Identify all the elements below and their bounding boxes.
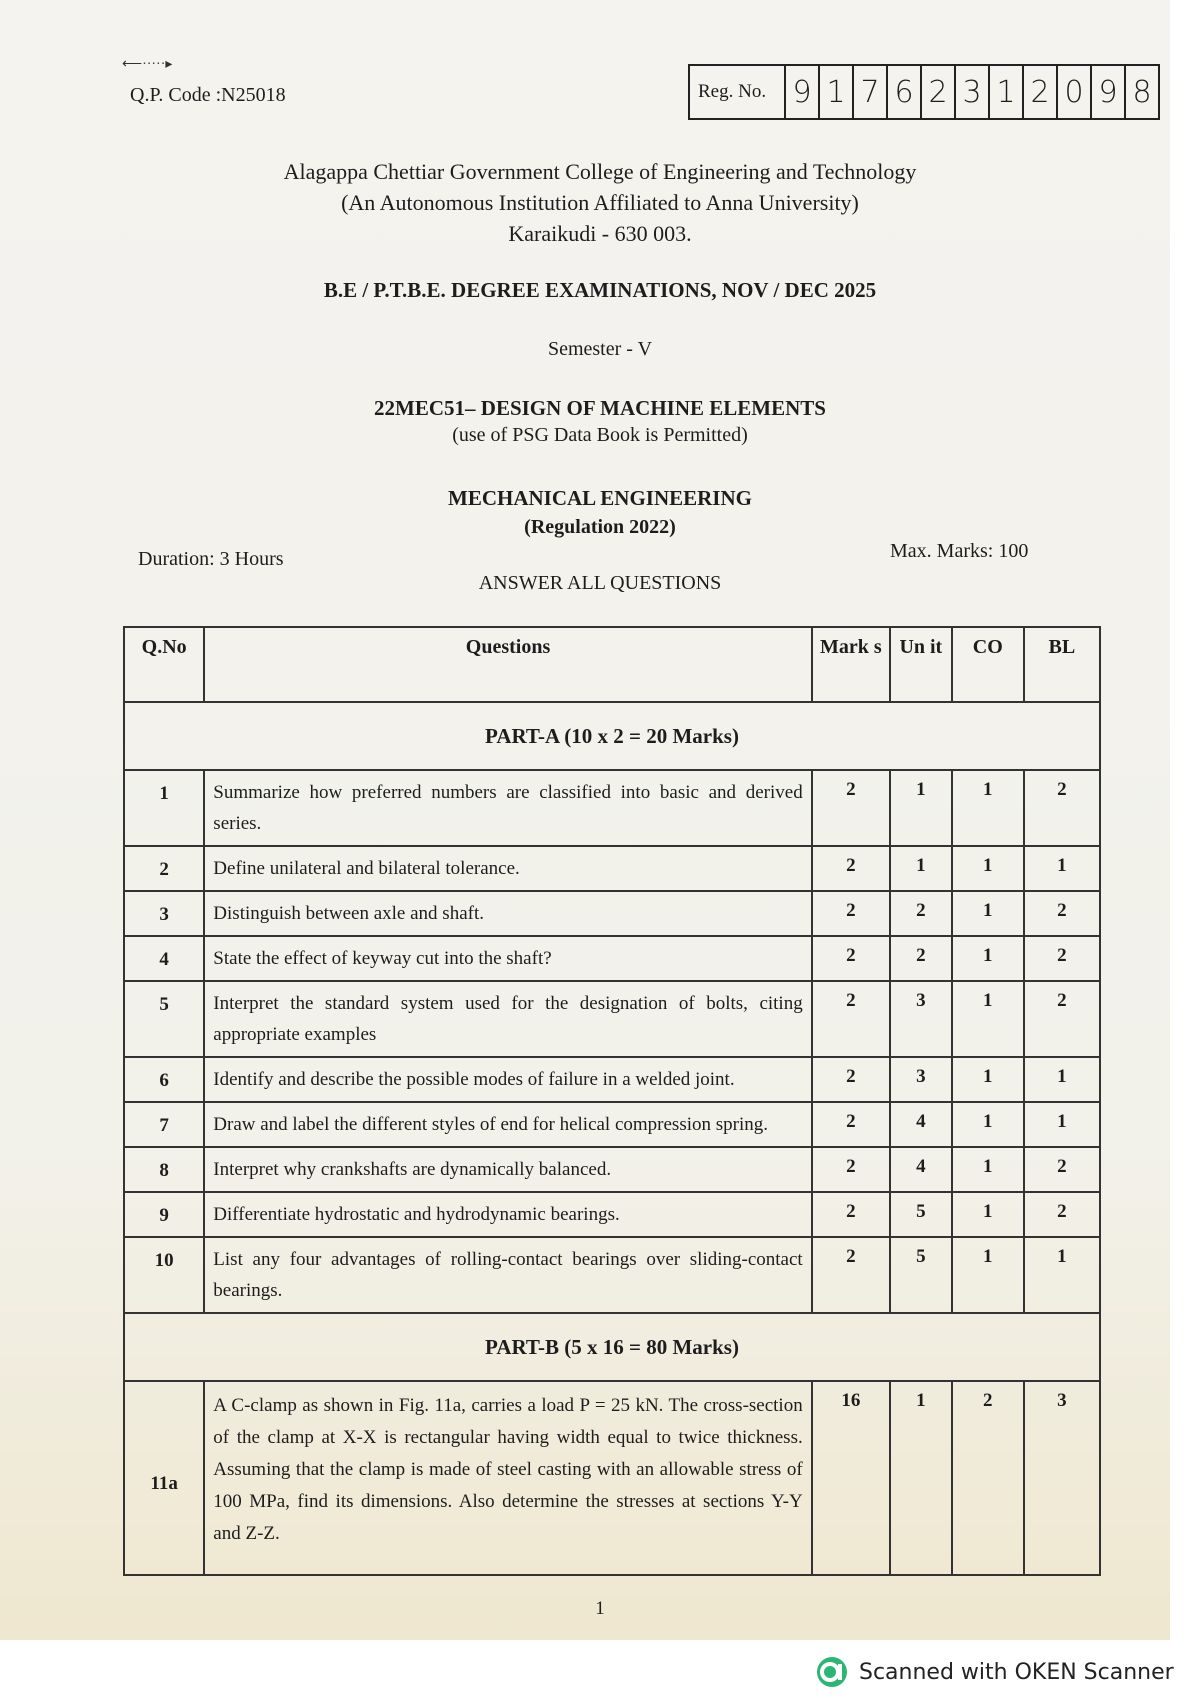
question-unit: 1 [890, 846, 952, 891]
question-row [124, 936, 1100, 981]
question-number: 8 [124, 1147, 204, 1192]
question-bl: 2 [1024, 936, 1100, 981]
oken-scanner-logo-icon [815, 1655, 849, 1689]
question-number: 10 [124, 1237, 204, 1313]
header-bl: BL [1024, 627, 1100, 702]
question-co: 1 [952, 846, 1024, 891]
question-number: 5 [124, 981, 204, 1057]
header-questions: Questions [204, 627, 811, 702]
institution-name: Alagappa Chettiar Government College of Engineering and Technology [283, 159, 917, 184]
reg-label: Reg. No. [689, 65, 785, 119]
question-marks: 2 [812, 936, 890, 981]
part-a-row [124, 702, 1100, 770]
question-bl: 2 [1024, 1192, 1100, 1237]
reg-digit: 2 [921, 65, 955, 119]
question-text: Define unilateral and bilateral tolerance. [204, 846, 811, 891]
question-marks: 2 [812, 1147, 890, 1192]
question-row [124, 891, 1100, 936]
question-marks: 2 [812, 846, 890, 891]
reg-digit: 1 [819, 65, 853, 119]
question-text: Interpret the standard system used for the designation of bolts, citing appropriate examples [204, 981, 811, 1057]
question-text: Interpret why crankshafts are dynamically balanced. [204, 1147, 811, 1192]
question-unit: 4 [890, 1102, 952, 1147]
question-text: A C-clamp as shown in Fig. 11a, carries a load P = 25 kN. The cross-section of the clamp at X-X is rectangular having width equal to twice thickness. Assuming that the clamp is made of steel casting with an allowable stress of 100 MPa, find its dimensions. Also determine the stresses at sections Y-Y and Z-Z. [204, 1381, 811, 1575]
question-marks: 2 [812, 770, 890, 846]
question-unit: 2 [890, 891, 952, 936]
question-co: 1 [952, 770, 1024, 846]
instruction: ANSWER ALL QUESTIONS [478, 572, 722, 594]
question-unit: 4 [890, 1147, 952, 1192]
question-co: 2 [952, 1381, 1024, 1575]
question-text: Distinguish between axle and shaft. [204, 891, 811, 936]
question-text: Identify and describe the possible modes of failure in a welded joint. [204, 1057, 811, 1102]
question-table [123, 626, 1101, 1576]
reg-digit: 7 [853, 65, 887, 119]
course-title: 22MEC51– DESIGN OF MACHINE ELEMENTS [374, 396, 826, 420]
question-row [124, 770, 1100, 846]
question-bl: 2 [1024, 981, 1100, 1057]
question-marks: 2 [812, 981, 890, 1057]
data-book-note: (use of PSG Data Book is Permitted) [452, 424, 748, 446]
question-number: 3 [124, 891, 204, 936]
question-number: 11a [124, 1381, 204, 1575]
question-number: 9 [124, 1192, 204, 1237]
scanner-text: Scanned with OKEN Scanner [859, 1659, 1174, 1685]
question-row [124, 846, 1100, 891]
question-row [124, 1102, 1100, 1147]
reg-digit: 9 [785, 65, 819, 119]
question-number: 2 [124, 846, 204, 891]
question-co: 1 [952, 1147, 1024, 1192]
question-bl: 2 [1024, 891, 1100, 936]
question-marks: 2 [812, 1057, 890, 1102]
page-number: 1 [595, 1598, 605, 1619]
question-bl: 1 [1024, 846, 1100, 891]
reg-digit: 1 [989, 65, 1023, 119]
department: MECHANICAL ENGINEERING [448, 486, 752, 510]
reg-number-box [688, 64, 1160, 120]
question-unit: 2 [890, 936, 952, 981]
question-co: 1 [952, 891, 1024, 936]
header-marks: Mark s [812, 627, 890, 702]
question-unit: 5 [890, 1237, 952, 1313]
question-bl: 3 [1024, 1381, 1100, 1575]
question-row [124, 1147, 1100, 1192]
header-unit: Un it [890, 627, 952, 702]
question-co: 1 [952, 1057, 1024, 1102]
question-marks: 16 [812, 1381, 890, 1575]
regulation: (Regulation 2022) [524, 516, 676, 538]
question-row [124, 1192, 1100, 1237]
question-co: 1 [952, 981, 1024, 1057]
question-unit: 1 [890, 1381, 952, 1575]
question-marks: 2 [812, 1192, 890, 1237]
exam-title: B.E / P.T.B.E. DEGREE EXAMINATIONS, NOV / DEC 2025 [323, 278, 877, 302]
question-text: Differentiate hydrostatic and hydrodynamic bearings. [204, 1192, 811, 1237]
question-co: 1 [952, 1192, 1024, 1237]
question-number: 6 [124, 1057, 204, 1102]
part-a-title: PART-A (10 x 2 = 20 Marks) [124, 702, 1100, 770]
duration: Duration: 3 Hours [138, 548, 284, 570]
question-bl: 2 [1024, 770, 1100, 846]
header-co: CO [952, 627, 1024, 702]
institution-block [0, 156, 1200, 249]
question-co: 1 [952, 936, 1024, 981]
institution-location: Karaikudi - 630 003. [508, 221, 692, 246]
question-row [124, 1237, 1100, 1313]
question-number: 4 [124, 936, 204, 981]
question-bl: 1 [1024, 1102, 1100, 1147]
question-marks: 2 [812, 1237, 890, 1313]
question-row [124, 1381, 1100, 1575]
question-number: 1 [124, 770, 204, 846]
question-row [124, 1057, 1100, 1102]
question-text: Summarize how preferred numbers are classified into basic and derived series. [204, 770, 811, 846]
reg-digit: 0 [1057, 65, 1091, 119]
question-co: 1 [952, 1102, 1024, 1147]
part-b-title: PART-B (5 x 16 = 80 Marks) [124, 1313, 1100, 1381]
question-unit: 5 [890, 1192, 952, 1237]
reg-digit: 2 [1023, 65, 1057, 119]
question-bl: 1 [1024, 1057, 1100, 1102]
institution-affiliation: (An Autonomous Institution Affiliated to Anna University) [341, 190, 859, 215]
question-text: Draw and label the different styles of end for helical compression spring. [204, 1102, 811, 1147]
scanner-watermark [815, 1655, 1174, 1689]
question-co: 1 [952, 1237, 1024, 1313]
question-unit: 3 [890, 1057, 952, 1102]
reg-digit: 8 [1125, 65, 1159, 119]
question-bl: 2 [1024, 1147, 1100, 1192]
question-unit: 1 [890, 770, 952, 846]
question-number: 7 [124, 1102, 204, 1147]
qp-code: Q.P. Code :N25018 [130, 84, 286, 106]
question-marks: 2 [812, 891, 890, 936]
question-text: State the effect of keyway cut into the shaft? [204, 936, 811, 981]
max-marks: Max. Marks: 100 [890, 540, 1029, 562]
question-text: List any four advantages of rolling-contact bearings over sliding-contact bearings. [204, 1237, 811, 1313]
reg-digit: 6 [887, 65, 921, 119]
question-unit: 3 [890, 981, 952, 1057]
question-bl: 1 [1024, 1237, 1100, 1313]
table-header-row [124, 627, 1100, 702]
question-row [124, 981, 1100, 1057]
part-b-row [124, 1313, 1100, 1381]
question-marks: 2 [812, 1102, 890, 1147]
reg-digit: 9 [1091, 65, 1125, 119]
arrow-mark-icon: ⟵·····▸ [122, 57, 173, 72]
header-qno: Q.No [124, 627, 204, 702]
semester: Semester - V [547, 338, 653, 360]
reg-digit: 3 [955, 65, 989, 119]
